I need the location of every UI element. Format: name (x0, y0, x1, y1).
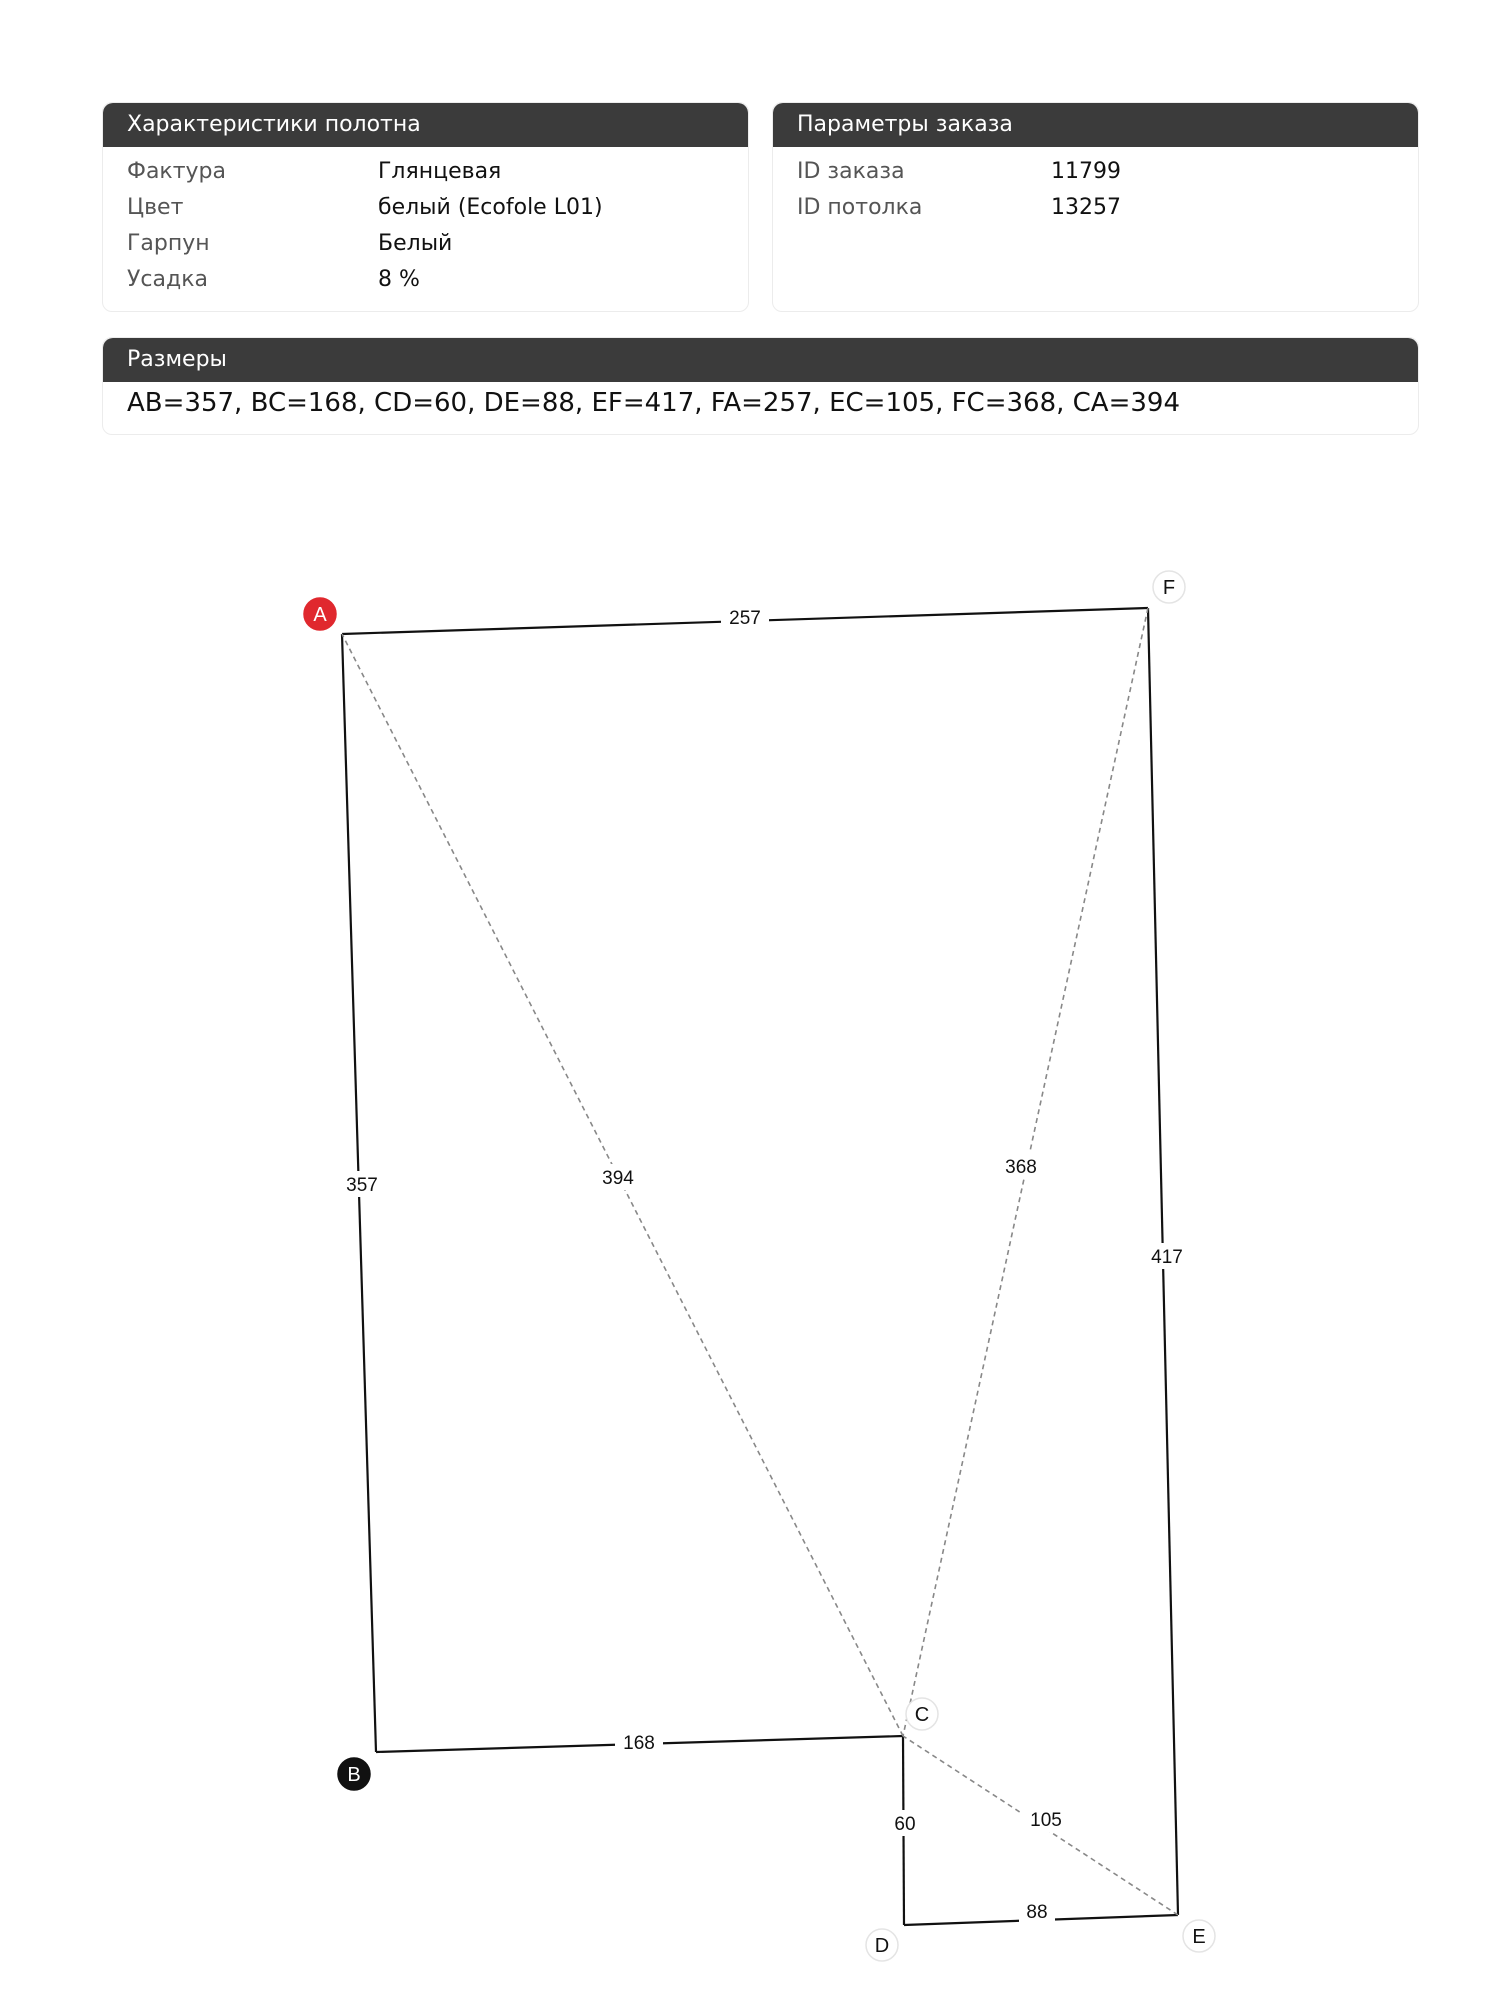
vertex-label-F: F (1162, 577, 1176, 599)
dimensions-text: AB=357, BC=168, CD=60, DE=88, EF=417, FA=257, EC=105, FC=368, CA=394 (127, 388, 1180, 418)
edge-label-BC: 168 (623, 1733, 655, 1754)
vertex-label-D: D (874, 1935, 890, 1957)
vertex-label-A: A (313, 604, 327, 626)
ceiling-id-value: 13257 (1051, 195, 1121, 220)
edge-label-AB: 357 (346, 1175, 378, 1196)
color-label: Цвет (127, 195, 184, 220)
canvas-properties-title: Характеристики полотна (103, 103, 748, 147)
harpoon-value: Белый (378, 231, 453, 256)
ceiling-id-label: ID потолка (797, 195, 923, 220)
edge-label-EC: 105 (1030, 1810, 1062, 1831)
harpoon-label: Гарпун (127, 231, 210, 256)
color-value: белый (Ecofole L01) (378, 195, 603, 220)
edge-label-CD: 60 (894, 1814, 916, 1835)
vertex-label-E: E (1192, 1926, 1206, 1948)
texture-value: Глянцевая (378, 159, 502, 184)
edge-label-EF: 417 (1151, 1247, 1183, 1268)
shrinkage-label: Усадка (127, 267, 208, 292)
order-params-title: Параметры заказа (773, 103, 1418, 147)
dimensions-title: Размеры (103, 338, 1418, 382)
shrinkage-value: 8 % (378, 267, 420, 292)
order-id-value: 11799 (1051, 159, 1121, 184)
edge-label-FC: 368 (1005, 1157, 1037, 1178)
vertex-label-B: B (347, 1764, 361, 1786)
edge-label-CA: 394 (602, 1168, 634, 1189)
order-id-label: ID заказа (797, 159, 905, 184)
vertex-label-C: C (914, 1704, 930, 1726)
edge-label-DE: 88 (1026, 1902, 1048, 1923)
edge-label-FA: 257 (729, 608, 761, 629)
texture-label: Фактура (127, 159, 226, 184)
